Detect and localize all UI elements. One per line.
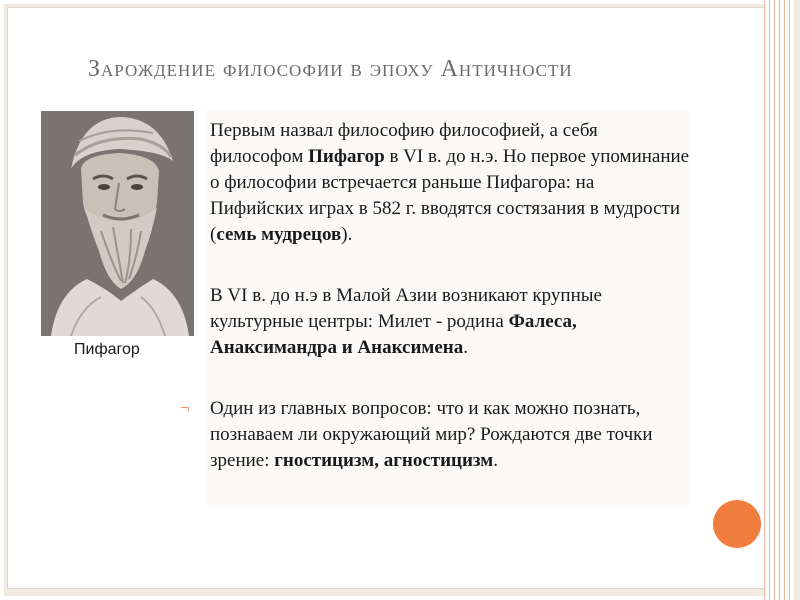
paragraph-2 (210, 283, 690, 361)
p3-bold-1: гностицизм, агностицизм (274, 450, 494, 471)
p1-bold-2: семь мудрецов (216, 224, 342, 245)
decorative-circle (713, 500, 761, 548)
portrait-caption: Пифагор (74, 341, 140, 358)
bullet-icon: ¬ (180, 398, 190, 417)
p1-text-3: ). (341, 224, 353, 245)
slide-title: Зарождение философии в эпоху Античности (88, 56, 573, 82)
decorative-stripes (764, 0, 794, 600)
paragraph-3 (210, 396, 690, 474)
p1-text-2: в VI в. до н.э. Но первое упоминание о философии встречается раньше Пифагора: на Пифийских играх в 582 г. вводятся состязания в мудрости ( (210, 146, 690, 245)
p3-text-2: . (493, 450, 498, 471)
p2-text-1: В VI в. до н.э в Малой Азии возникают крупные культурные центры: Милет - родина (210, 285, 602, 332)
p1-text-1: Первым назвал философию философией, а себя философом (210, 120, 598, 167)
paragraph-1 (210, 118, 690, 248)
p2-text-2: . (463, 337, 469, 358)
p1-bold-1: Пифагор (308, 146, 385, 167)
frame-edge (794, 0, 800, 600)
p3-text-1: Один из главных вопросов: что и как можно познать, познаваем ли окружающий мир? Рождаются две точки зрение: (210, 398, 653, 471)
p2-bold-1: Фалеса, Анаксимандра и Анаксимена (210, 311, 577, 358)
pythagoras-portrait (41, 111, 194, 336)
